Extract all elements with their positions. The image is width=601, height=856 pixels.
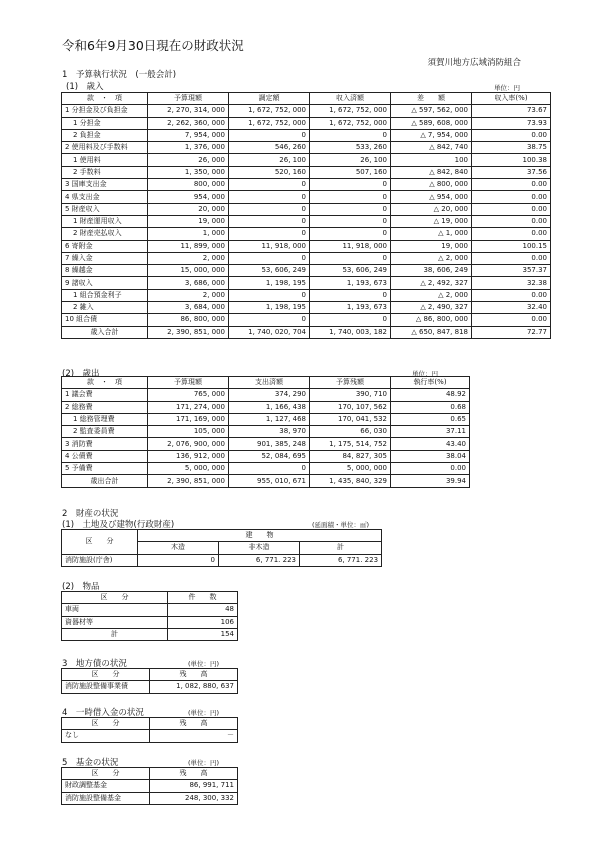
revenue-header-cell: 款 ・ 項: [62, 93, 148, 105]
revenue-row-value: 1, 198, 195: [229, 277, 310, 289]
section5-heading: 5 基金の状況: [62, 758, 119, 768]
table-row: [62, 730, 238, 742]
revenue-row-value: 1, 672, 752, 000: [310, 117, 391, 129]
revenue-row-value: 26, 100: [310, 154, 391, 166]
goods-label: (2) 物品: [62, 582, 100, 592]
revenue-row-value: 53, 606, 249: [310, 265, 391, 277]
revenue-row-label: 9 諸収入: [62, 277, 148, 289]
revenue-row-value: △ 2, 490, 327: [391, 302, 472, 314]
revenue-row-value: 37.56: [472, 166, 551, 178]
revenue-row-value: 2, 270, 314, 000: [148, 105, 229, 117]
revenue-row-label: 1 組合預金利子: [62, 289, 148, 301]
expenditure-header-cell: 款 ・ 項: [62, 377, 148, 389]
land-header-nonwooden: 非木造: [219, 542, 300, 554]
expenditure-total-value: 2, 390, 851, 000: [148, 475, 229, 487]
table-row: [62, 450, 470, 462]
table-row: [62, 179, 551, 191]
expenditure-row-value: 84, 827, 305: [310, 450, 391, 462]
goods-row-count: 106: [168, 616, 238, 628]
expenditure-row-value: 374, 290: [229, 389, 310, 401]
revenue-row-value: △ 7, 954, 000: [391, 129, 472, 141]
total-row: [62, 628, 238, 640]
goods-total-count: 154: [168, 628, 238, 640]
revenue-row-label: 8 繰越金: [62, 265, 148, 277]
revenue-row-value: △ 2, 000: [391, 289, 472, 301]
expenditure-row-value: 66, 030: [310, 426, 391, 438]
table-row: [62, 616, 238, 628]
revenue-row-value: 2, 262, 360, 000: [148, 117, 229, 129]
expenditure-row-value: 170, 107, 562: [310, 401, 391, 413]
revenue-row-label: 4 県支出金: [62, 191, 148, 203]
revenue-row-value: 100: [391, 154, 472, 166]
table-row: [62, 240, 551, 252]
revenue-row-value: 15, 000, 000: [148, 265, 229, 277]
expenditure-row-value: 0.68: [391, 401, 470, 413]
revenue-row-label: 1 使用料: [62, 154, 148, 166]
expenditure-row-value: 765, 000: [148, 389, 229, 401]
expenditure-row-value: 105, 000: [148, 426, 229, 438]
land-header-kubun: 区 分: [62, 530, 138, 555]
revenue-row-value: 100.38: [472, 154, 551, 166]
revenue-row-value: 38.75: [472, 142, 551, 154]
expenditure-row-value: 38.04: [391, 450, 470, 462]
revenue-header-cell: 収入済額: [310, 93, 391, 105]
revenue-row-value: △ 2, 000: [391, 252, 472, 264]
loan-row-balance: －: [150, 730, 238, 742]
revenue-row-value: 3, 684, 000: [148, 302, 229, 314]
page-title: 令和6年9月30日現在の財政状況: [62, 38, 244, 53]
revenue-row-value: 0.00: [472, 203, 551, 215]
revenue-row-value: 0: [310, 191, 391, 203]
table-row: [62, 166, 551, 178]
revenue-label: (1) 歳入: [66, 82, 104, 92]
bond-header-balance: 残 高: [150, 669, 238, 681]
revenue-row-value: 53, 606, 249: [229, 265, 310, 277]
expenditure-row-label: 5 予備費: [62, 463, 148, 475]
revenue-row-value: 0: [229, 252, 310, 264]
fund-header-kubun: 区 分: [62, 768, 150, 780]
revenue-header-cell: 差 額: [391, 93, 472, 105]
land-building-table: [61, 529, 382, 567]
expenditure-row-value: 1, 127, 468: [229, 413, 310, 425]
goods-row-count: 48: [168, 604, 238, 616]
table-row: [62, 780, 238, 792]
revenue-row-value: 1, 198, 195: [229, 302, 310, 314]
table-row: [62, 314, 551, 326]
loan-header-row: [62, 718, 238, 730]
expenditure-row-value: 2, 076, 900, 000: [148, 438, 229, 450]
expenditure-row-value: 0.00: [391, 463, 470, 475]
expenditure-row-label: 2 総務費: [62, 401, 148, 413]
revenue-row-label: 1 財産運用収入: [62, 215, 148, 227]
revenue-row-value: △ 20, 000: [391, 203, 472, 215]
revenue-row-value: 0: [229, 314, 310, 326]
table-row: [62, 142, 551, 154]
revenue-row-value: 0: [310, 252, 391, 264]
table-row: [62, 289, 551, 301]
expenditure-label: (2) 歳出: [62, 369, 100, 379]
revenue-header-cell: 調定額: [229, 93, 310, 105]
fund-row-balance: 248, 300, 332: [150, 792, 238, 804]
revenue-row-label: 2 手数料: [62, 166, 148, 178]
revenue-row-value: 0.00: [472, 314, 551, 326]
revenue-row-value: 73.67: [472, 105, 551, 117]
revenue-row-value: 0: [310, 129, 391, 141]
revenue-row-value: 1, 000: [148, 228, 229, 240]
expenditure-row-value: 52, 084, 695: [229, 450, 310, 462]
revenue-row-value: 7, 954, 000: [148, 129, 229, 141]
revenue-header-cell: 予算現額: [148, 93, 229, 105]
table-row: [62, 401, 470, 413]
revenue-row-value: 1, 193, 673: [310, 302, 391, 314]
expenditure-row-value: 0: [229, 463, 310, 475]
revenue-row-value: 1, 672, 752, 000: [310, 105, 391, 117]
revenue-row-value: 1, 193, 673: [310, 277, 391, 289]
expenditure-row-value: 171, 169, 000: [148, 413, 229, 425]
expenditure-total-value: 39.94: [391, 475, 470, 487]
section3-heading: 3 地方債の状況: [62, 659, 127, 669]
expenditure-header-cell: 執行率(%): [391, 377, 470, 389]
goods-row-name: 車両: [62, 604, 168, 616]
revenue-row-value: △ 86, 800, 000: [391, 314, 472, 326]
total-row: [62, 475, 470, 487]
revenue-row-value: 0: [229, 203, 310, 215]
expenditure-header-cell: 予算残額: [310, 377, 391, 389]
land-unit: (延面積・単位：㎡): [312, 521, 370, 529]
revenue-row-value: △ 597, 562, 000: [391, 105, 472, 117]
table-row: [62, 302, 551, 314]
table-row: [62, 252, 551, 264]
revenue-header-row: [62, 93, 551, 105]
revenue-row-value: △ 1, 000: [391, 228, 472, 240]
land-header-wooden: 木造: [138, 542, 219, 554]
expenditure-row-label: 3 消防費: [62, 438, 148, 450]
revenue-row-value: △ 842, 840: [391, 166, 472, 178]
expenditure-row-label: 1 総務管理費: [62, 413, 148, 425]
table-row: [62, 203, 551, 215]
table-row: [62, 105, 551, 117]
revenue-row-value: 38, 606, 249: [391, 265, 472, 277]
revenue-row-value: 0.00: [472, 215, 551, 227]
table-row: [62, 426, 470, 438]
revenue-row-label: 5 財産収入: [62, 203, 148, 215]
revenue-row-value: 86, 800, 000: [148, 314, 229, 326]
expenditure-row-value: 37.11: [391, 426, 470, 438]
bond-header-kubun: 区 分: [62, 669, 150, 681]
revenue-header-cell: 収入率(%): [472, 93, 551, 105]
expenditure-row-value: 5, 000, 000: [310, 463, 391, 475]
expenditure-row-value: 0.65: [391, 413, 470, 425]
table-row: [62, 265, 551, 277]
expenditure-row-value: 170, 041, 532: [310, 413, 391, 425]
expenditure-table: [61, 376, 470, 488]
table-row: [62, 604, 238, 616]
table-row: [62, 154, 551, 166]
revenue-row-label: 1 分担金及び負担金: [62, 105, 148, 117]
revenue-row-value: 19, 000: [391, 240, 472, 252]
revenue-total-label: 歳入合計: [62, 326, 148, 338]
goods-header-row: [62, 592, 238, 604]
expenditure-total-value: 1, 435, 840, 329: [310, 475, 391, 487]
revenue-row-value: 0.00: [472, 228, 551, 240]
expenditure-header-cell: 支出済額: [229, 377, 310, 389]
revenue-total-value: △ 650, 847, 818: [391, 326, 472, 338]
revenue-row-value: 0: [310, 215, 391, 227]
revenue-row-value: △ 954, 000: [391, 191, 472, 203]
revenue-row-value: 11, 918, 000: [310, 240, 391, 252]
table-row: [62, 681, 238, 693]
revenue-row-label: 10 組合債: [62, 314, 148, 326]
expenditure-total-value: 955, 010, 671: [229, 475, 310, 487]
municipal-bond-table: [61, 668, 238, 694]
revenue-row-value: 73.93: [472, 117, 551, 129]
bond-row-balance: 1, 082, 880, 637: [150, 681, 238, 693]
revenue-row-value: △ 842, 740: [391, 142, 472, 154]
revenue-total-value: 2, 390, 851, 000: [148, 326, 229, 338]
goods-header-count: 件 数: [168, 592, 238, 604]
expenditure-row-value: 136, 912, 000: [148, 450, 229, 462]
loan-header-balance: 残 高: [150, 718, 238, 730]
expenditure-unit: 単位：円: [412, 370, 438, 378]
revenue-row-value: 100.15: [472, 240, 551, 252]
loan-row-name: なし: [62, 730, 150, 742]
total-row: [62, 326, 551, 338]
revenue-row-value: 954, 000: [148, 191, 229, 203]
revenue-row-value: 520, 160: [229, 166, 310, 178]
revenue-row-value: 2, 000: [148, 289, 229, 301]
expenditure-row-value: 901, 385, 248: [229, 438, 310, 450]
revenue-row-value: 0: [229, 289, 310, 301]
revenue-row-label: 1 分担金: [62, 117, 148, 129]
section1-heading: 1 予算執行状況 (一般会計): [62, 70, 177, 80]
table-row: [62, 413, 470, 425]
expenditure-row-value: 1, 166, 438: [229, 401, 310, 413]
fund-row-name: 財政調整基金: [62, 780, 150, 792]
revenue-total-value: 1, 740, 003, 182: [310, 326, 391, 338]
fund-row-balance: 86, 991, 711: [150, 780, 238, 792]
revenue-row-value: 1, 672, 752, 000: [229, 105, 310, 117]
organization-name: 須賀川地方広域消防組合: [427, 58, 521, 68]
revenue-row-value: 0: [310, 228, 391, 240]
revenue-row-value: 0: [229, 191, 310, 203]
revenue-row-value: 507, 160: [310, 166, 391, 178]
land-row-name: 消防施設(庁舎): [62, 554, 138, 566]
revenue-row-value: 0: [310, 314, 391, 326]
table-row: [62, 438, 470, 450]
expenditure-row-value: 48.92: [391, 389, 470, 401]
revenue-row-value: 0.00: [472, 252, 551, 264]
revenue-row-label: 2 使用料及び手数料: [62, 142, 148, 154]
land-header-row: [62, 530, 382, 542]
revenue-row-label: 3 国庫支出金: [62, 179, 148, 191]
revenue-row-value: 19, 000: [148, 215, 229, 227]
expenditure-row-value: 1, 175, 514, 752: [310, 438, 391, 450]
revenue-row-value: △ 800, 000: [391, 179, 472, 191]
revenue-row-value: 0: [229, 215, 310, 227]
table-row: [62, 228, 551, 240]
loan-header-kubun: 区 分: [62, 718, 150, 730]
land-header-total: 計: [300, 542, 382, 554]
expenditure-row-label: 2 監査委員費: [62, 426, 148, 438]
goods-row-name: 資器材等: [62, 616, 168, 628]
revenue-row-value: 800, 000: [148, 179, 229, 191]
revenue-row-label: 7 繰入金: [62, 252, 148, 264]
table-row: [62, 277, 551, 289]
revenue-row-value: 357.37: [472, 265, 551, 277]
expenditure-header-row: [62, 377, 470, 389]
land-header-building: 建 物: [138, 530, 382, 542]
section4-unit: (単位：円): [188, 709, 220, 717]
table-row: [62, 117, 551, 129]
revenue-total-value: 1, 740, 020, 704: [229, 326, 310, 338]
revenue-row-value: 32.40: [472, 302, 551, 314]
expenditure-row-label: 4 公債費: [62, 450, 148, 462]
revenue-row-value: 0.00: [472, 191, 551, 203]
revenue-row-label: 2 雑入: [62, 302, 148, 314]
land-row-total: 6, 771. 223: [300, 554, 382, 566]
revenue-row-value: 0.00: [472, 129, 551, 141]
revenue-row-value: △ 589, 608, 000: [391, 117, 472, 129]
revenue-row-value: 533, 260: [310, 142, 391, 154]
table-row: [62, 191, 551, 203]
revenue-row-value: 0: [229, 228, 310, 240]
revenue-row-value: 0: [310, 203, 391, 215]
table-row: [62, 792, 238, 804]
fund-header-row: [62, 768, 238, 780]
fund-row-name: 消防施設整備基金: [62, 792, 150, 804]
revenue-row-label: 2 財産売払収入: [62, 228, 148, 240]
expenditure-row-value: 5, 000, 000: [148, 463, 229, 475]
revenue-row-value: 0: [229, 129, 310, 141]
revenue-row-value: △ 2, 492, 327: [391, 277, 472, 289]
section5-unit: (単位：円): [188, 759, 220, 767]
table-row: [62, 389, 470, 401]
revenue-row-value: 0.00: [472, 179, 551, 191]
revenue-table: [61, 92, 551, 339]
revenue-row-value: △ 19, 000: [391, 215, 472, 227]
revenue-row-value: 1, 672, 752, 000: [229, 117, 310, 129]
table-row: [62, 215, 551, 227]
revenue-row-value: 2, 000: [148, 252, 229, 264]
section3-unit: (単位：円): [188, 660, 220, 668]
revenue-row-value: 11, 899, 000: [148, 240, 229, 252]
revenue-row-value: 0: [310, 289, 391, 301]
revenue-row-value: 26, 000: [148, 154, 229, 166]
expenditure-total-label: 歳出合計: [62, 475, 148, 487]
expenditure-row-value: 390, 710: [310, 389, 391, 401]
revenue-row-value: 546, 260: [229, 142, 310, 154]
section2-heading: 2 財産の状況: [62, 509, 119, 519]
table-row: [62, 129, 551, 141]
expenditure-row-label: 1 議会費: [62, 389, 148, 401]
table-row: [62, 463, 470, 475]
land-row-wooden: 0: [138, 554, 219, 566]
expenditure-row-value: 171, 274, 000: [148, 401, 229, 413]
revenue-row-value: 0.00: [472, 289, 551, 301]
land-label: (1) 土地及び建物(行政財産): [62, 520, 175, 530]
revenue-row-value: 20, 000: [148, 203, 229, 215]
revenue-row-value: 11, 918, 000: [229, 240, 310, 252]
fund-header-balance: 残 高: [150, 768, 238, 780]
bond-row-name: 消防施設整備事業債: [62, 681, 150, 693]
revenue-row-value: 1, 376, 000: [148, 142, 229, 154]
goods-header-kubun: 区 分: [62, 592, 168, 604]
revenue-row-value: 1, 350, 000: [148, 166, 229, 178]
fund-table: [61, 767, 238, 805]
revenue-row-value: 0: [229, 179, 310, 191]
expenditure-row-value: 43.40: [391, 438, 470, 450]
temporary-loan-table: [61, 717, 238, 743]
bond-header-row: [62, 669, 238, 681]
section4-heading: 4 一時借入金の状況: [62, 708, 144, 718]
revenue-row-value: 0: [310, 179, 391, 191]
revenue-row-value: 3, 686, 000: [148, 277, 229, 289]
revenue-total-value: 72.77: [472, 326, 551, 338]
goods-table: [61, 591, 238, 641]
expenditure-header-cell: 予算現額: [148, 377, 229, 389]
land-row-nonwooden: 6, 771. 223: [219, 554, 300, 566]
revenue-row-value: 26, 100: [229, 154, 310, 166]
expenditure-row-value: 38, 970: [229, 426, 310, 438]
revenue-row-label: 6 寄附金: [62, 240, 148, 252]
revenue-row-value: 32.38: [472, 277, 551, 289]
table-row: [62, 554, 382, 566]
revenue-unit: 単位：円: [494, 84, 520, 92]
revenue-row-label: 2 負担金: [62, 129, 148, 141]
goods-total-label: 計: [62, 628, 168, 640]
